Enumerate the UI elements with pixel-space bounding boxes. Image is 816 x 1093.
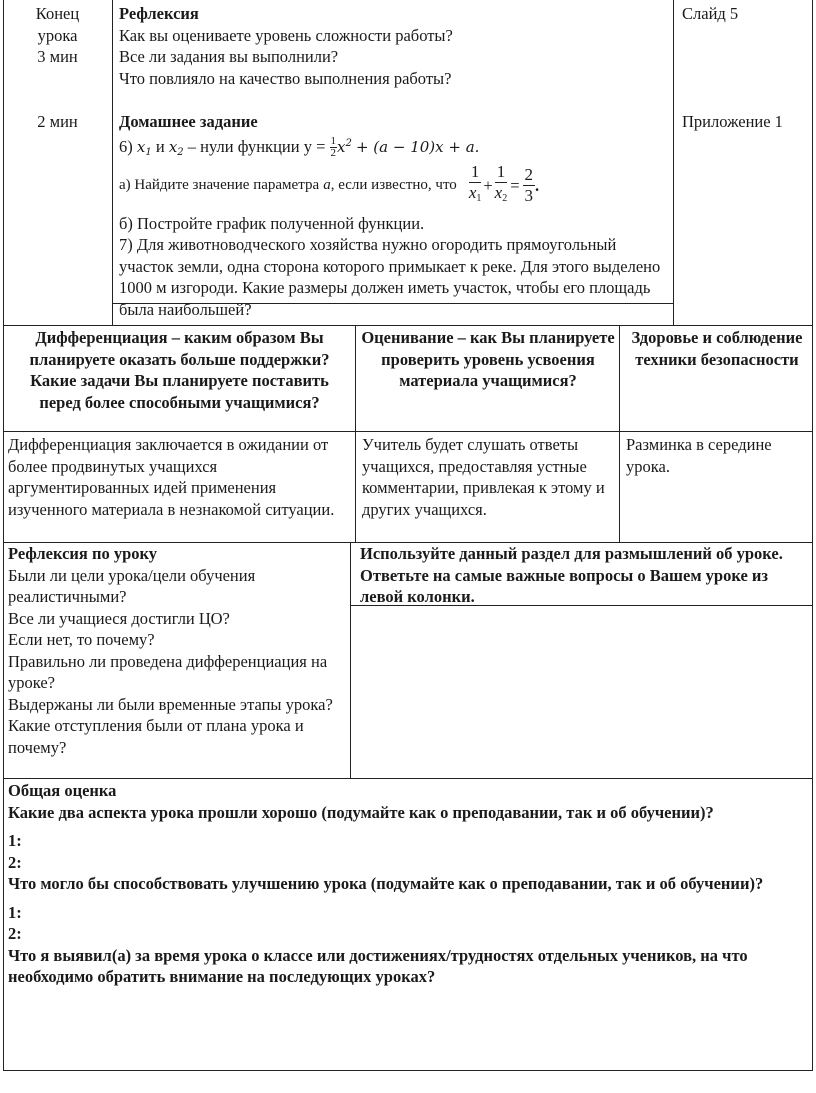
reflection-question-3: Что повлияло на качество выполнения работы? [119, 68, 452, 88]
homework-title: Домашнее задание [119, 112, 258, 131]
resources-column [682, 3, 810, 132]
answer-differentiation: Дифференциация заключается в ожидании от более продвинутых учащихся аргументированных идей применения изученного материала в незнакомой ситуации. [8, 435, 335, 519]
divider-col1 [112, 0, 113, 325]
duration-homework: 2 мин [37, 111, 78, 131]
lesson-reflection-notes-area[interactable] [351, 606, 812, 778]
reflection-title: Рефлексия [119, 4, 199, 23]
activity-column [119, 3, 671, 320]
overall-question-1: Какие два аспекта урока прошли хорошо (подумайте как о преподавании, так и об обучении)? [8, 802, 714, 822]
coef-fraction: $\frac{1}{2}$ [330, 135, 336, 160]
header-differentiation: Дифференциация – каким образом Вы планируете оказать больше поддержки? Какие задачи Вы планируете поставить перед более способными учащимися? [29, 328, 330, 412]
task-6: 6) $x_1$ и $x_2$ – нули функции у = $\frac{1}{2}$ $x^2 + (a - 10)x + a$. [119, 135, 480, 160]
overall-assessment [8, 780, 808, 988]
header-health-safety: Здоровье и соблюдение техники безопасности [631, 328, 803, 369]
lesson-reflection-line-2: Все ли учащиеся достигли ЦО? [8, 608, 230, 628]
divider-bottom-top [3, 325, 813, 326]
duration-reflection: 3 мин [37, 47, 78, 66]
task-6a: а) Найдите значение параметра а , если известно, что 1 $x_1$ + $\frac{1}{x_2}$ = $\frac{2}{3}$ . [119, 163, 671, 209]
task-7: 7) Для животноводческого хозяйства нужно огородить прямоугольный участок земли, одна сторона которого примыкает к реке. Для этого выделено 1000 м изгороди. Какие размеры должен иметь участок, чтобы его площадь была наибольшей? [119, 235, 661, 319]
slide-reference: Слайд 5 [682, 4, 739, 23]
answer-health-safety: Разминка в середине урока. [626, 435, 772, 476]
overall-title: Общая оценка [8, 781, 117, 800]
divider-assess-health [619, 325, 620, 542]
reflection-question-2: Все ли задания вы выполнили? [119, 47, 339, 66]
table-border-right [812, 0, 813, 1071]
answer-4-label: 2: [8, 924, 22, 943]
divider-diff-assess [355, 325, 356, 542]
condition-equation: 1 $x_1$ + $\frac{1}{x_2}$ = $\frac{2}{3}$ . [468, 162, 540, 205]
lesson-reflection-line-5: Выдержаны ли были временные этапы урока? [8, 694, 333, 714]
divider-col2 [673, 0, 674, 325]
overall-question-2: Что могло бы способствовать улучшению урока (подумайте как о преподавании, так и об обучении)? [8, 874, 764, 893]
lesson-reflection-line-4: Правильно ли проведена дифференциация на уроке? [8, 651, 328, 692]
lesson-reflection-line-1: Были ли цели урока/цели обучения реалистичными? [8, 565, 256, 606]
answer-3-label: 1: [8, 902, 22, 922]
task-6b: б) Постройте график полученной функции. [119, 213, 425, 233]
table-border-bottom [3, 1070, 813, 1071]
answer-2-label: 2: [8, 852, 22, 872]
overall-question-3: Что я выявил(а) за время урока о классе или достижениях/трудностях отдельных учеников, на что необходимо обратить внимание на последующих уроках? [8, 945, 748, 986]
function-tail: + (a − 10)x + a. [355, 137, 480, 156]
lesson-reflection-instructions: Используйте данный раздел для размышлений об уроке. Ответьте на самые важные вопросы о Вашем уроке из левой колонки. [360, 544, 783, 606]
appendix-reference: Приложение 1 [682, 111, 783, 131]
lesson-reflection-line-3: Если нет, то почему? [8, 630, 155, 649]
lesson-reflection-title: Рефлексия по уроку [8, 544, 158, 563]
end-of-lesson-label: Конец урока [35, 4, 80, 45]
lesson-reflection-questions [8, 543, 346, 758]
answer-assessment: Учитель будет слушать ответы учащихся, предоставляя устные комментарии, привлекая к этому и других учащихся. [362, 435, 605, 519]
reflection-question-1: Как вы оцениваете уровень сложности работы? [119, 25, 453, 45]
timing-column [3, 3, 112, 132]
divider-reflection-bottom [3, 778, 813, 779]
lesson-reflection-line-6: Какие отступления были от плана урока и почему? [8, 716, 304, 757]
header-assessment: Оценивание – как Вы планируете проверить уровень усвоения материала учащимися? [361, 328, 615, 390]
divider-headers [3, 431, 813, 432]
table-border-left [3, 0, 4, 1071]
answer-1-label: 1: [8, 831, 22, 850]
